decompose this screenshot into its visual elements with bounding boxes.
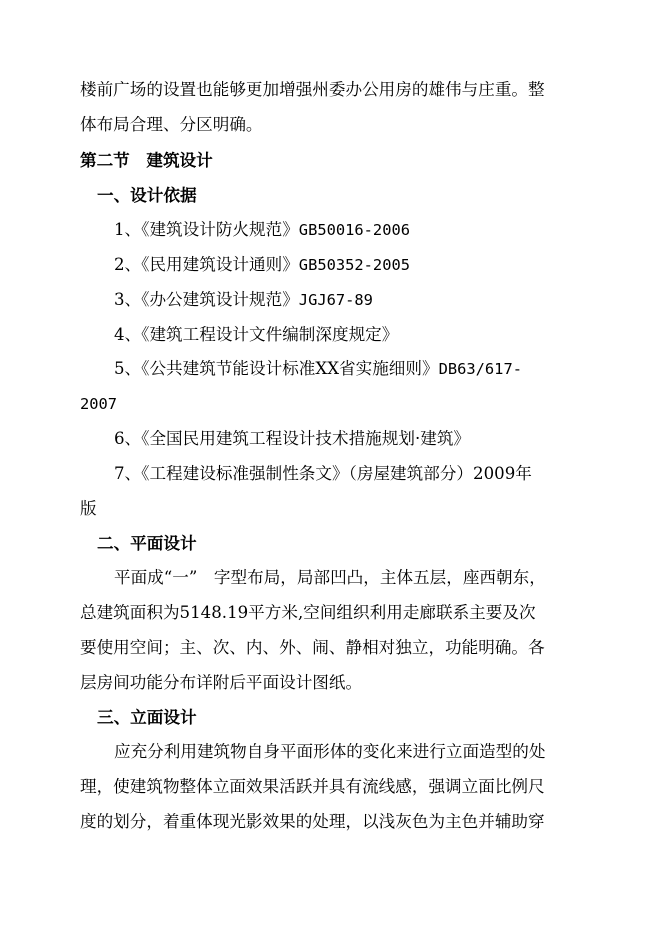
- item-number: 3、: [114, 290, 142, 309]
- item-code: GB50016-2006: [298, 221, 410, 239]
- item-number: 4、: [114, 325, 142, 344]
- item-title: 《全国民用建筑工程设计技术措施规划·建筑》: [141, 429, 471, 448]
- basis-item-5: [114, 359, 522, 379]
- plan-line-2: 总建筑面积为5148.19平方米,空间组织利用走廊联系主要及次: [80, 603, 536, 622]
- plan-line-4: 层房间功能分布详附后平面设计图纸。: [80, 673, 363, 692]
- item-code: GB50352-2005: [298, 256, 410, 274]
- basis-item-7-continuation: 版: [80, 499, 97, 518]
- item-title: 《民用建筑设计通则》: [141, 255, 299, 274]
- item-title: 《办公建筑设计规范》: [141, 290, 299, 309]
- elevation-design-heading: 三、立面设计: [97, 707, 197, 727]
- item-title: 《建筑工程设计文件编制深度规定》: [141, 325, 399, 344]
- design-basis-heading: 一、设计依据: [97, 185, 197, 205]
- item-code: JGJ67-89: [298, 291, 373, 309]
- plan-line-1: 平面成“一” 字型布局，局部凹凸，主体五层，座西朝东，: [114, 568, 546, 587]
- item-code: DB63/617-: [438, 360, 522, 378]
- basis-item-2: [114, 255, 410, 275]
- basis-item-6: [114, 429, 470, 449]
- item-number: 1、: [114, 220, 142, 239]
- intro-line-1: 楼前广场的设置也能够更加增强州委办公用房的雄伟与庄重。整: [80, 80, 545, 99]
- section-heading: 第二节 建筑设计: [80, 150, 213, 170]
- basis-item-4: [114, 325, 398, 345]
- item-number: 2、: [114, 255, 142, 274]
- basis-item-7: [114, 464, 532, 484]
- plan-line-3: 要使用空间；主、次、内、外、闹、静相对独立，功能明确。各: [80, 638, 545, 657]
- intro-line-2: 体布局合理、分区明确。: [80, 115, 263, 134]
- item-number: 5、: [114, 359, 142, 378]
- elevation-line-3: 度的划分，着重体现光影效果的处理，以浅灰色为主色并辅助穿: [80, 812, 545, 831]
- item-title: 《工程建设标准强制性条文》（房屋建筑部分）2009年: [141, 464, 532, 483]
- elevation-line-1: 应充分利用建筑物自身平面形体的变化来进行立面造型的处: [114, 742, 546, 761]
- elevation-line-2: 理，使建筑物整体立面效果活跃并具有流线感，强调立面比例尺: [80, 777, 545, 796]
- item-number: 7、: [114, 464, 142, 483]
- basis-item-1: [114, 220, 410, 240]
- item-title: 《建筑设计防火规范》: [141, 220, 299, 239]
- item-number: 6、: [114, 429, 142, 448]
- plan-design-heading: 二、平面设计: [97, 533, 197, 553]
- item-title: 《公共建筑节能设计标准XX省实施细则》: [141, 359, 439, 378]
- basis-item-3: [114, 290, 373, 310]
- basis-item-5-continuation: 2007: [80, 395, 118, 413]
